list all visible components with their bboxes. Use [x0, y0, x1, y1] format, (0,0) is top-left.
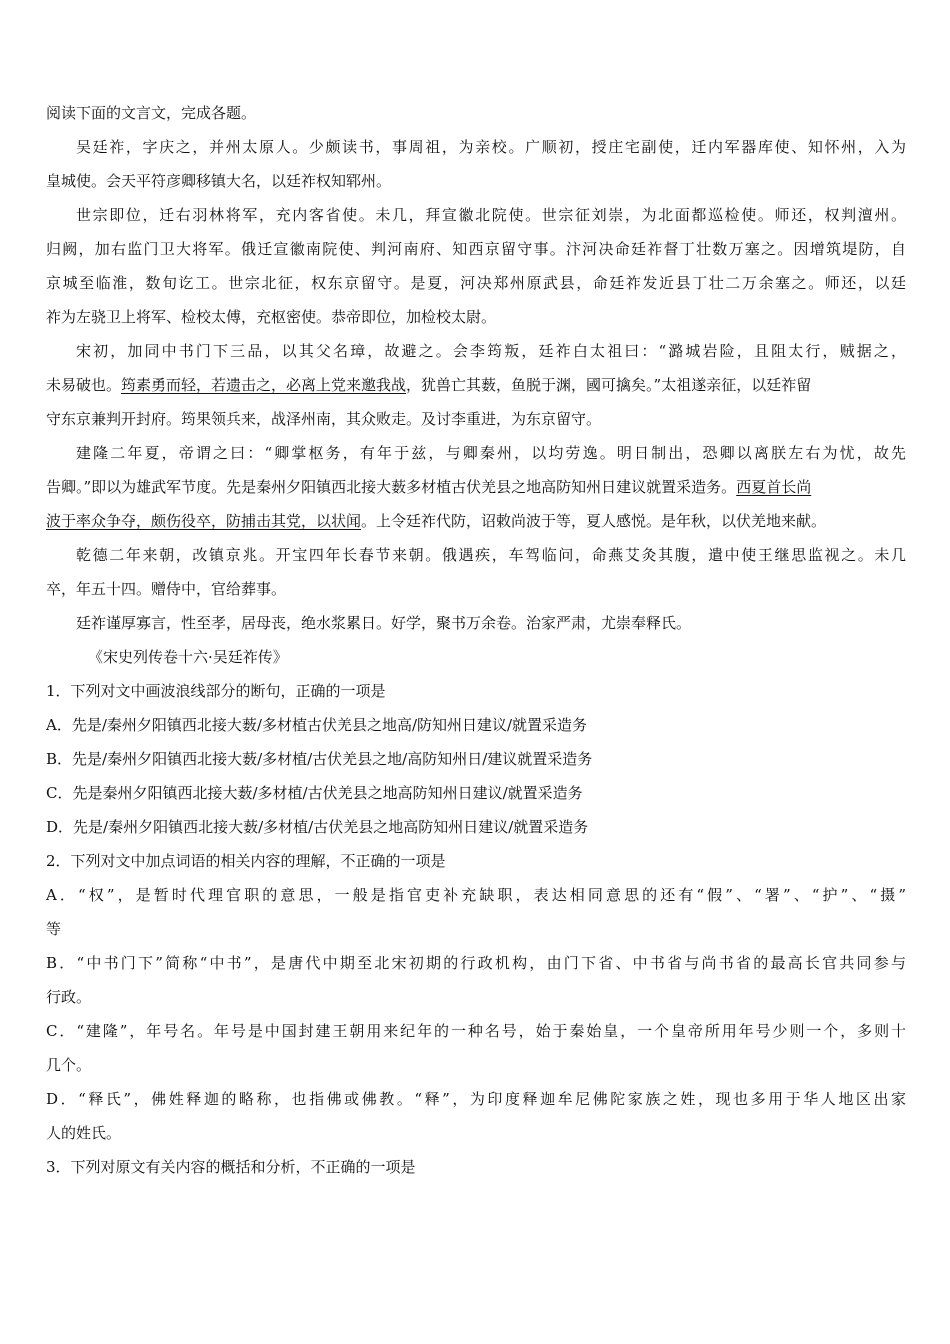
question-1-option-a: A．先是/秦州夕阳镇西北接大薮/多材植古伏羌县之地高/防知州日建议/就置采造务 [46, 716, 588, 734]
passage-p3-line-2 [46, 368, 906, 402]
passage-p2-line-4: 祚为左骁卫上将军、检校太傅，充枢密使。恭帝即位，加检校太尉。 [46, 308, 497, 326]
question-3-stem: 3．下列对原文有关内容的概括和分析，不正确的一项是 [46, 1158, 416, 1176]
question-2-option-c-line-2: 几个。 [46, 1056, 92, 1074]
passage-p3-line-3: 守东京兼判开封府。筠果领兵来，战泽州南，其众败走。及讨李重进，为东京留守。 [46, 410, 602, 428]
question-1-option-b: B．先是/秦州夕阳镇西北接大薮/多材植/古伏羌县之地/高防知州日/建议就置采造务 [46, 750, 593, 768]
underlined-passage: 波于率众争夺，颇伤役卒，防捕击其党，以状闻 [46, 512, 362, 530]
passage-p1-line-2: 皇城使。会天平符彦卿移镇大名，以廷祚权知郓州。 [46, 172, 392, 190]
passage-text: ，犹兽亡其薮，鱼脱于渊，國可擒矣。”太祖遂亲征，以廷祚留 [406, 376, 812, 394]
passage-p5-line-1: 乾德二年来朝，改镇京兆。开宝四年长春节来朝。俄遇疾，车驾临问，命燕艾灸其腹，遣中使王继思监视之。未几 [76, 546, 906, 564]
passage-source: 《宋史列传卷十六·吴廷祚传》 [88, 648, 288, 666]
passage-p2-line-2: 归阙，加右监门卫大将军。俄迁宣徽南院使、判河南府、知西京留守事。汴河决命廷祚督丁壮数万塞之。因增筑堤防，自 [46, 240, 906, 258]
passage-p4-line-3 [46, 504, 906, 538]
question-2-option-c-line-1: C．“建隆”，年号名。年号是中国封建王朝用来纪年的一种名号，始于秦始皇，一个皇帝所用年号少则一个，多则十 [46, 1022, 906, 1040]
passage-text: 告卿。”即以为雄武军节度。先是秦州夕阳镇西北接大薮多材植古伏羌县之地高防知州日建议就置采造务。 [46, 478, 737, 496]
passage-p5-line-2: 卒，年五十四。赠侍中，官给葬事。 [46, 580, 287, 598]
passage-p4-line-1: 建隆二年夏，帝谓之曰：“卿掌枢务，有年于兹，与卿秦州，以均劳逸。明日制出，恐卿以离朕左右为忧，故先 [76, 444, 906, 462]
passage-p6-line-1: 廷祚谨厚寡言，性至孝，居母丧，绝水浆累日。好学，聚书万余卷。治家严肃，尤崇奉释氏。 [76, 614, 692, 632]
passage-text: 未易破也。 [46, 376, 122, 394]
question-2-option-b-line-1: B．“中书门下”简称“中书”，是唐代中期至北宋初期的行政机构，由门下省、中书省与尚书省的最高长官共同参与 [46, 954, 906, 972]
question-2-option-a-line-1: A．“权”，是暂时代理官职的意思，一般是指官吏补充缺职，表达相同意思的还有“假”、“署”、“护”、“摄” [46, 886, 906, 904]
question-1-option-d: D．先是/秦州夕阳镇西北接大薮/多材植/古伏羌县之地高防知州日建议/就置采造务 [46, 818, 589, 836]
question-1-stem: 1．下列对文中画波浪线部分的断句，正确的一项是 [46, 682, 386, 700]
underlined-passage: 筠素勇而轻，若遗击之，必离上党来邀我战 [121, 376, 407, 394]
question-2-option-b-line-2: 行政。 [46, 988, 92, 1006]
passage-text: 。上令廷祚代防，诏敕尚波于等，夏人感悦。是年秋，以伏羌地来献。 [361, 512, 827, 530]
passage-p2-line-1: 世宗即位，迁右羽林将军，充内客省使。未几，拜宣徽北院使。世宗征刘崇，为北面都巡检使。师还，权判澶州。 [76, 206, 906, 224]
question-2-option-a-line-2: 等 [46, 920, 62, 938]
instruction: 阅读下面的文言文，完成各题。 [46, 104, 257, 122]
passage-p2-line-3: 京城至临淮，数旬讫工。世宗北征，权东京留守。是夏，河决郑州原武县，命廷祚发近县丁壮二万余塞之。师还，以廷 [46, 274, 906, 292]
question-1-option-c: C．先是秦州夕阳镇西北接大薮/多材植/古伏羌县之地高防知州日建议/就置采造务 [46, 784, 583, 802]
passage-p4-line-2 [46, 470, 906, 504]
passage-p1-line-1: 吴廷祚，字庆之，并州太原人。少颇读书，事周祖，为亲校。广顺初，授庄宅副使，迁内军器库使、知怀州，入为 [76, 138, 906, 156]
passage-p3-line-1: 宋初，加同中书门下三品，以其父名璋，故避之。会李筠叛，廷祚白太祖曰：“潞城岩险，且阻太行，贼据之， [76, 342, 906, 360]
question-2-option-d-line-2: 人的姓氏。 [46, 1124, 122, 1142]
exam-page [46, 96, 906, 1184]
question-2-option-d-line-1: D．“释氏”，佛姓释迦的略称，也指佛或佛教。“释”，为印度释迦牟尼佛陀家族之姓，现也多用于华人地区出家 [46, 1090, 906, 1108]
underlined-passage: 西夏首长尚 [736, 478, 812, 496]
question-2-stem: 2．下列对文中加点词语的相关内容的理解，不正确的一项是 [46, 852, 446, 870]
